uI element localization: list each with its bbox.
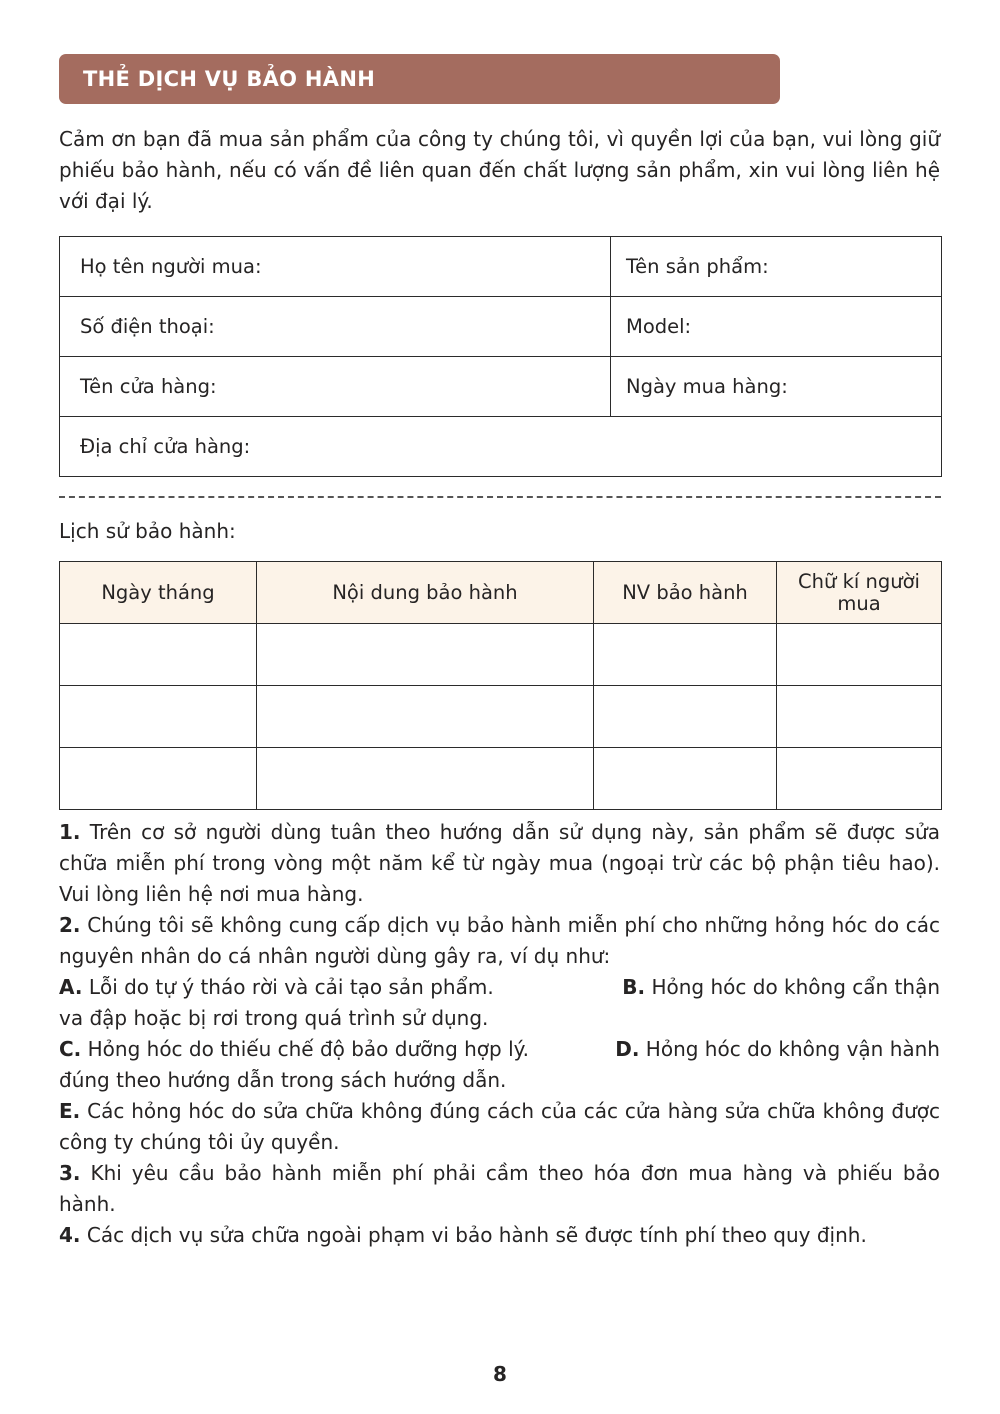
cell-staff[interactable] — [594, 686, 777, 748]
section-title: THẺ DỊCH VỤ BẢO HÀNH — [83, 67, 376, 91]
warranty-terms — [59, 817, 940, 1251]
cell-staff[interactable] — [594, 624, 777, 686]
term-text: Các dịch vụ sửa chữa ngoài phạm vi bảo hành sẽ được tính phí theo quy định. — [86, 1223, 867, 1247]
term-key: C. — [59, 1037, 82, 1061]
table-row — [60, 237, 942, 297]
buyer-name-field[interactable]: Họ tên người mua: — [60, 237, 611, 297]
term-2 — [59, 910, 940, 972]
phone-field[interactable]: Số điện thoại: — [60, 297, 611, 357]
cell-signature[interactable] — [777, 624, 942, 686]
intro-paragraph: Cảm ơn bạn đã mua sản phẩm của công ty chúng tôi, vì quyền lợi của bạn, vui lòng giữ phiếu bảo hành, nếu có vấn đề liên quan đến chất lượng sản phẩm, xin vui lòng liên hệ với đại lý. — [59, 127, 940, 213]
term-text: Lỗi do tự ý tháo rời và cải tạo sản phẩm. — [88, 975, 494, 999]
term-number: 3. — [59, 1161, 81, 1185]
table-row — [60, 624, 942, 686]
term-1 — [59, 817, 940, 910]
section-title-banner — [59, 54, 780, 104]
cell-date[interactable] — [60, 686, 257, 748]
table-row — [60, 357, 942, 417]
term-b-rest: va đập hoặc bị rơi trong quá trình sử dụng. — [59, 1006, 489, 1030]
cell-staff[interactable] — [594, 748, 777, 810]
purchase-date-field[interactable]: Ngày mua hàng: — [611, 357, 942, 417]
header-signature — [777, 562, 942, 624]
term-key: B. — [622, 975, 646, 999]
term-number: 2. — [59, 913, 81, 937]
table-row — [60, 748, 942, 810]
header-date: Ngày tháng — [60, 562, 257, 624]
cell-date[interactable] — [60, 624, 257, 686]
table-row — [60, 297, 942, 357]
header-staff: NV bảo hành — [594, 562, 777, 624]
table-header-row — [60, 562, 942, 624]
term-a — [59, 972, 494, 1003]
term-c — [59, 1034, 529, 1065]
cell-content[interactable] — [257, 624, 594, 686]
cell-content[interactable] — [257, 686, 594, 748]
warranty-info-table — [59, 236, 942, 477]
cell-date[interactable] — [60, 748, 257, 810]
header-content: Nội dung bảo hành — [257, 562, 594, 624]
term-d-rest: đúng theo hướng dẫn trong sách hướng dẫn. — [59, 1068, 507, 1092]
header-signature-label: Chữ kí người mua — [798, 569, 920, 615]
cut-line-divider — [59, 496, 941, 498]
page-number: 8 — [493, 1362, 507, 1386]
cell-signature[interactable] — [777, 686, 942, 748]
term-text: Chúng tôi sẽ không cung cấp dịch vụ bảo hành miễn phí cho những hỏng hóc do các nguyên nhân do cá nhân người dùng gây ra, ví dụ như: — [59, 913, 940, 968]
term-e — [59, 1096, 940, 1158]
term-key: E. — [59, 1099, 81, 1123]
term-pair-cd — [59, 1034, 940, 1065]
store-name-field[interactable]: Tên cửa hàng: — [60, 357, 611, 417]
term-text: Các hỏng hóc do sửa chữa không đúng cách của các cửa hàng sửa chữa không được công ty chúng tôi ủy quyền. — [59, 1099, 941, 1154]
term-text: Khi yêu cầu bảo hành miễn phí phải cầm theo hóa đơn mua hàng và phiếu bảo hành. — [59, 1161, 941, 1216]
term-text: Hỏng hóc do không vận hành — [645, 1037, 940, 1061]
store-address-field[interactable]: Địa chỉ cửa hàng: — [60, 417, 942, 477]
term-text: Hỏng hóc do không cẩn thận — [651, 975, 940, 999]
term-3 — [59, 1158, 940, 1220]
cell-signature[interactable] — [777, 748, 942, 810]
term-text: Trên cơ sở người dùng tuân theo hướng dẫn sử dụng này, sản phẩm sẽ được sửa chữa miễn phí trong vòng một năm kể từ ngày mua (ngoại trừ các bộ phận tiêu hao). Vui lòng liên hệ nơi mua hàng. — [59, 820, 940, 906]
term-number: 1. — [59, 820, 81, 844]
warranty-history-label: Lịch sử bảo hành: — [59, 519, 236, 543]
table-row — [60, 686, 942, 748]
term-key: D. — [615, 1037, 640, 1061]
table-row — [60, 417, 942, 477]
model-field[interactable]: Model: — [611, 297, 942, 357]
term-pair-ab — [59, 972, 940, 1003]
product-name-field[interactable]: Tên sản phẩm: — [611, 237, 942, 297]
term-d-first — [615, 1034, 940, 1065]
term-number: 4. — [59, 1223, 81, 1247]
warranty-history-table — [59, 561, 942, 810]
term-4 — [59, 1220, 940, 1251]
term-key: A. — [59, 975, 83, 999]
term-text: Hỏng hóc do thiếu chế độ bảo dưỡng hợp lý. — [87, 1037, 529, 1061]
term-b-first — [622, 972, 940, 1003]
cell-content[interactable] — [257, 748, 594, 810]
